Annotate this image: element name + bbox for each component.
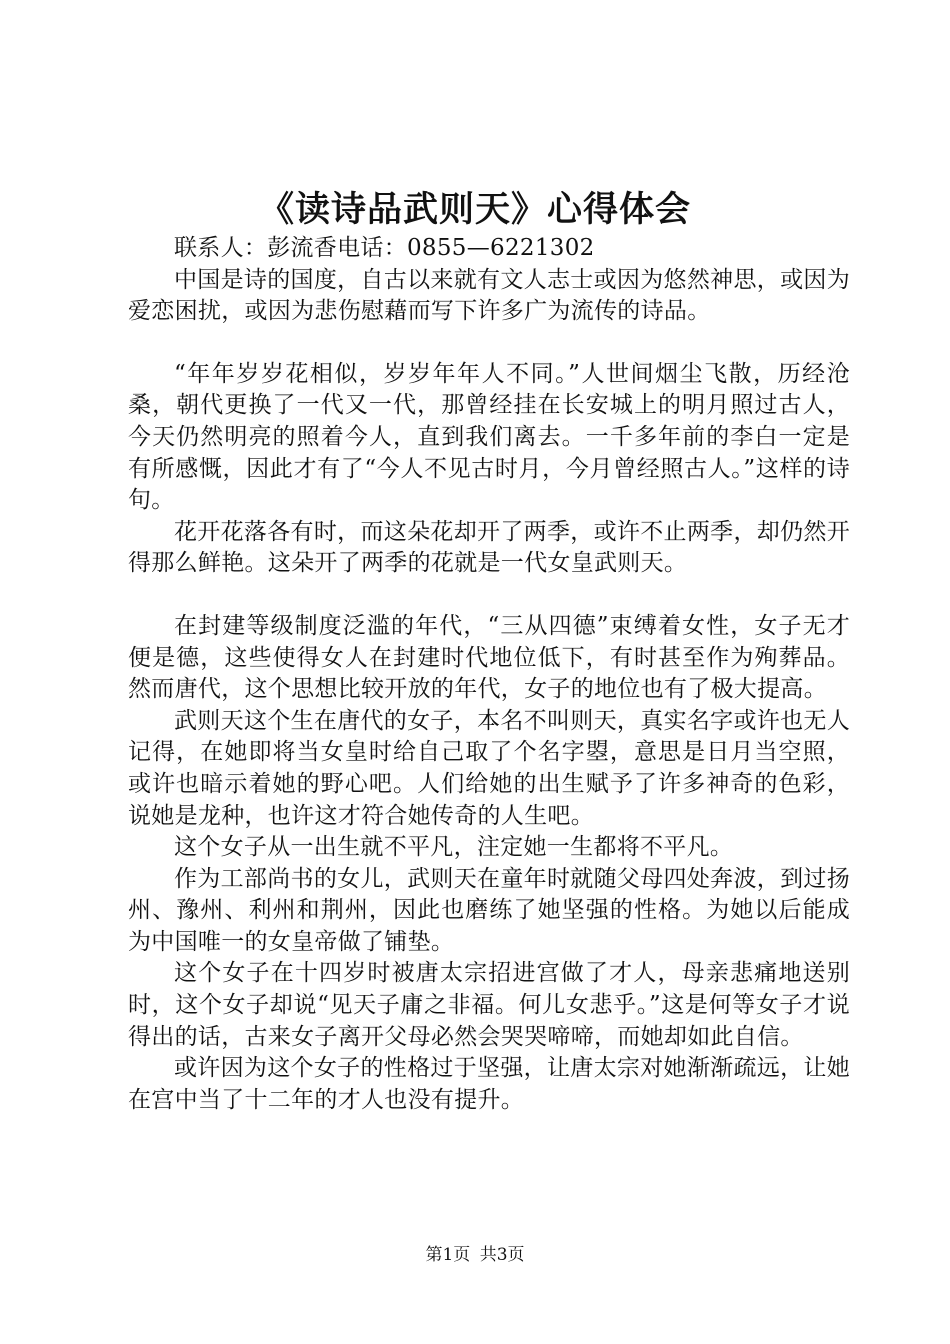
- page-footer: 第1页 共3页: [425, 1245, 525, 1265]
- paragraph: “年年岁岁花相似，岁岁年年人不同。”人世间烟尘飞散，历经沧桑，朝代更换了一代又一代，那曾经挂在长安城上的明月照过古人，今天仍然明亮的照着今人，直到我们离去。一千多年前的李白一定是有所感慨，因此才有了“今人不见古时月，今月曾经照古人。”这样的诗句。: [128, 360, 850, 514]
- paragraph: 这个女子在十四岁时被唐太宗招进宫做了才人，母亲悲痛地送别时，这个女子却说“见天子庸之非福。何儿女悲乎。”这是何等女子才说得出的话，古来女子离开父母必然会哭哭啼啼，而她却如此自信。: [128, 960, 850, 1050]
- paragraph: 花开花落各有时，而这朵花却开了两季，或许不止两季，却仍然开得那么鲜艳。这朵开了两季的花就是一代女皇武则天。: [128, 518, 850, 577]
- contact-line: 联系人：彭流香电话：0855—6221302: [174, 235, 595, 261]
- paragraph: 这个女子从一出生就不平凡，注定她一生都将不平凡。: [174, 834, 734, 861]
- paragraph: 或许因为这个女子的性格过于坚强，让唐太宗对她渐渐疏远，让她在宫中当了十二年的才人也没有提升。: [128, 1055, 850, 1113]
- document-body: [128, 233, 850, 1116]
- paragraph: 武则天这个生在唐代的女子，本名不叫则天，真实名字或许也无人记得，在她即将当女皇时给自己取了个名字曌，意思是日月当空照，或许也暗示着她的野心吧。人们给她的出生赋予了许多神奇的色彩，说她是龙种，也许这才符合她传奇的人生吧。: [128, 707, 850, 829]
- paragraph: 中国是诗的国度，自古以来就有文人志士或因为悠然神思，或因为爱恋困扰，或因为悲伤慰藉而写下许多广为流传的诗品。: [128, 266, 850, 325]
- paragraph: 在封建等级制度泛滥的年代，“三从四德”束缚着女性，女子无才便是德，这些使得女人在封建时代地位低下，有时甚至作为殉葬品。然而唐代，这个思想比较开放的年代，女子的地位也有了极大提高。: [128, 612, 850, 703]
- paragraph: 作为工部尚书的女儿，武则天在童年时就随父母四处奔波，到过扬州、豫州、利州和荆州，因此也磨练了她坚强的性格。为她以后能成为中国唯一的女皇帝做了铺垫。: [128, 865, 850, 955]
- document-title: 《读诗品武则天》心得体会: [258, 189, 691, 230]
